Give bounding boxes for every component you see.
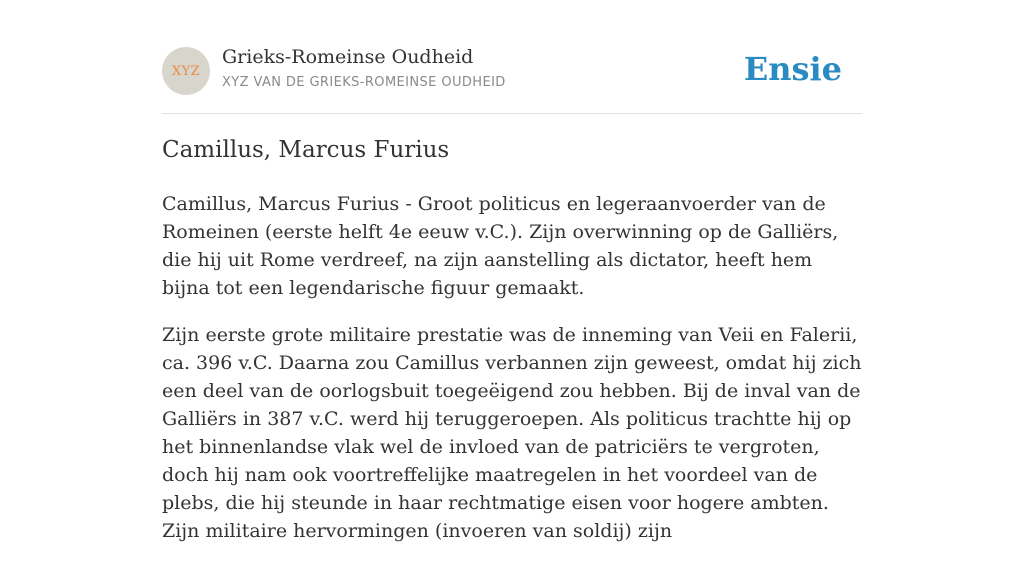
author-name[interactable]: Grieks-Romeinse Oudheid <box>222 46 474 68</box>
content-column <box>162 0 862 542</box>
author-subtitle: XYZ VAN DE GRIEKS-ROMEINSE OUDHEID <box>222 75 506 90</box>
paragraph: Camillus, Marcus Furius - Groot politicus en legeraanvoerder van de Romeinen (eerste helft 4e eeuw v.C.). Zijn overwinning op de Galliërs, die hij uit Rome verdreef, na zijn aanstelling als dictator, heeft hem bijna tot een legendarische figuur gemaakt. <box>162 193 839 299</box>
article-body <box>162 190 862 564</box>
brand-logo[interactable]: Ensie <box>743 50 842 88</box>
avatar[interactable]: XYZ <box>162 47 210 95</box>
page-title: Camillus, Marcus Furius <box>162 137 450 163</box>
paragraph: Zijn eerste grote militaire prestatie was de inneming van Veii en Falerii, ca. 396 v.C. Daarna zou Camillus verbannen zijn geweest, omdat hij zich een deel van de oorlogsbuit toegeëigend zou hebben. Bij de inval van de Galliërs in 387 v.C. werd hij teruggeroepen. Als politicus trachtte hij op het binnenlandse vlak wel de invloed van de patriciërs te vergroten, doch hij nam ook voortreffelijke maatregelen in het voordeel van de plebs, die hij steunde in haar rechtmatige eisen voor hogere ambten. Zijn militaire hervormingen (invoeren van soldij) zijn <box>162 324 862 542</box>
header <box>162 0 862 114</box>
